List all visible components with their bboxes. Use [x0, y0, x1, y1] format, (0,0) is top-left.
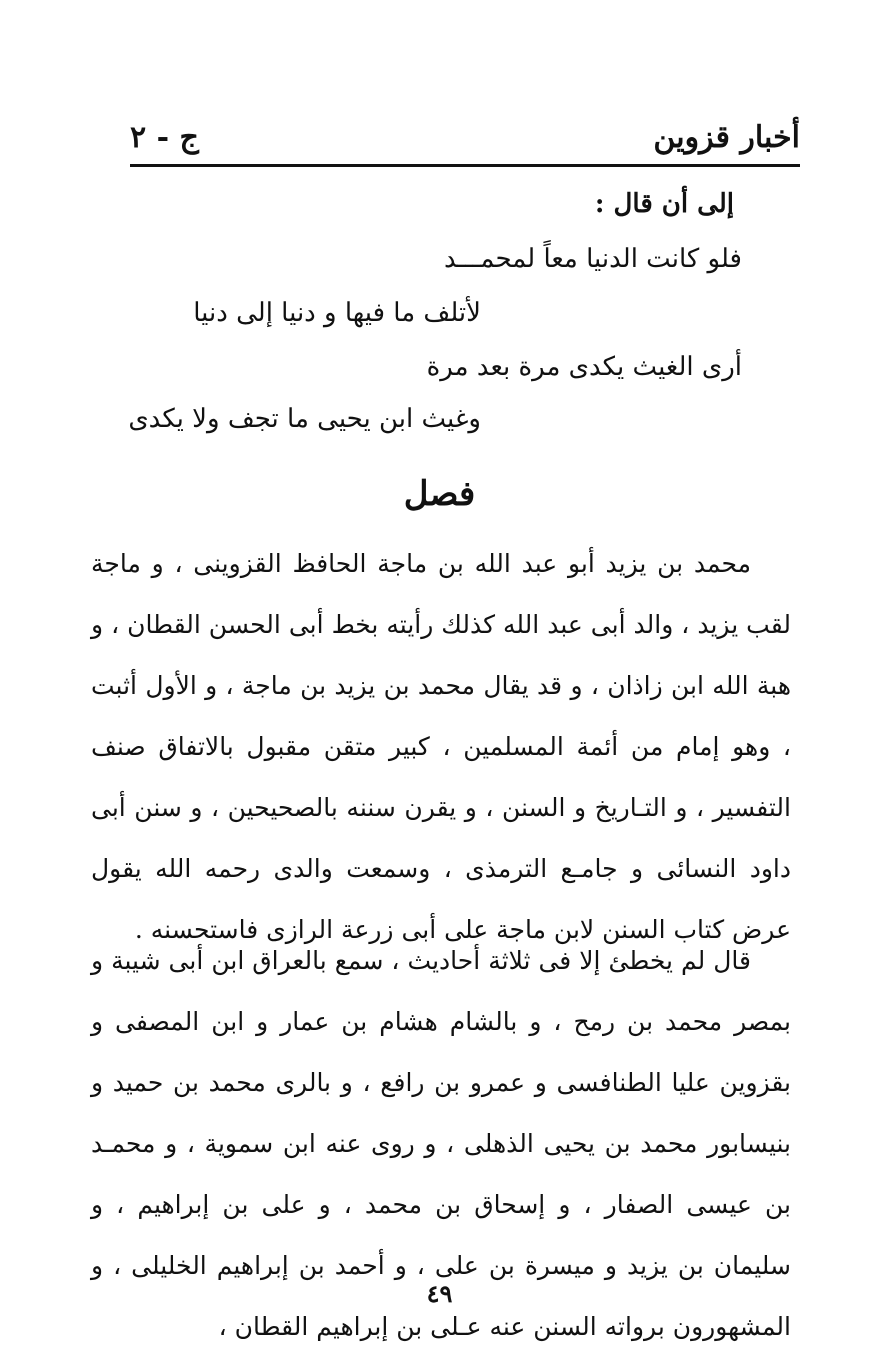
book-title: أخبار قزوين [653, 120, 800, 155]
paragraph-1: محمد بن يزيد أبو عبد الله بن ماجة الحافظ القزوينى ، و ماجة لقب يزيد ، والد أبى عبد الله كذلك رأيته بخط أبى الحسن القطان ، و هبة الله ابن زاذان ، و قد يقال محمد بن يزيد بن ماجة ، و الأول أثبت ، وهو إمام من أئمة المسلمين ، كبير متقن مقبول بالاتفاق صنف التفسير ، و التـاريخ و السنن ، و يقرن سننه بالصحيحين ، و سنن أبى داود النسائى و جامـع الترمذى ، وسمعت والدى رحمه الله يقول عرض كتاب السنن لابن ماجة على أبى زرعة الرازى فاستحسنه . [91, 549, 791, 944]
verse-line-2: لأتلف ما فيها و دنيا إلى دنيا [193, 298, 481, 328]
intro-line: إلى أن قال : [594, 189, 734, 219]
verse-line-1: فلو كانت الدنيا معاً لمحمـــد [443, 244, 742, 274]
running-header [130, 118, 800, 166]
verse-line-4: وغيث ابن يحيى ما تجف ولا يكدى [128, 404, 481, 434]
volume-label: ج - ٢ [130, 120, 199, 155]
verse-line-3: أرى الغيث يكدى مرة بعد مرة [426, 352, 742, 382]
section-heading: فصل [403, 474, 476, 514]
paragraph-2: قال لم يخطئ إلا فى ثلاثة أحاديث ، سمع بالعراق ابن أبى شيبة و بمصر محمد بن رمح ، و بالشام هشام بن عمار و ابن المصفى و بقزوين عليا الطنافسى و عمرو بن رافع ، و بالرى محمد بن حميد و بنيسابور محمد بن يحيى الذهلى ، و روى عنه ابن سموية ، و محمـد بن عيسى الصفار ، و إسحاق بن محمد ، و على بن إبراهيم ، و سليمان بن يزيد و ميسرة بن على ، و أحمد بن إبراهيم الخليلى ، و المشهورون برواته السنن عنه عـلى بن إبراهيم القطان ، [91, 946, 791, 1341]
header-rule [130, 164, 800, 167]
page-number: ٤٩ [426, 1279, 453, 1308]
